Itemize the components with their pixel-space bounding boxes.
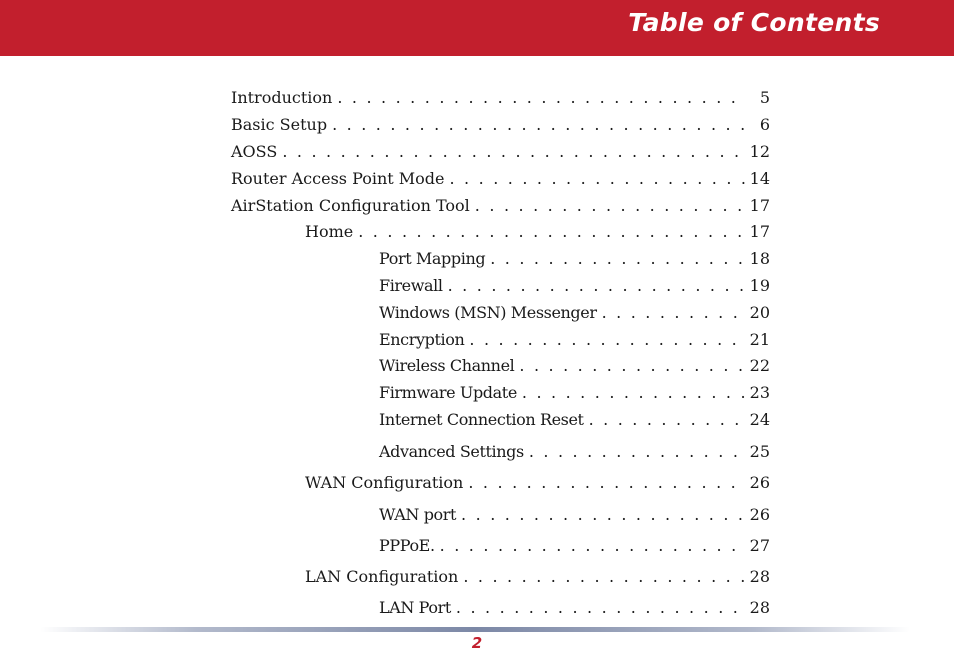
toc-entry-page: 26 <box>749 505 770 524</box>
dot-leader <box>475 196 745 216</box>
toc-entry-label: WAN Configuration <box>305 473 464 492</box>
dot-leader <box>529 442 745 462</box>
toc-entry[interactable] <box>305 567 770 587</box>
page-title: Table of Contents <box>628 8 880 37</box>
toc-entry[interactable] <box>231 169 770 189</box>
toc-entry-label: Windows (MSN) Messenger <box>379 303 597 322</box>
toc-entry-label: Firmware Update <box>379 383 517 402</box>
toc-entry-label: LAN Configuration <box>305 567 459 586</box>
toc-entry-label: Router Access Point Mode <box>231 169 445 188</box>
toc-entry-page: 28 <box>749 598 770 617</box>
toc-entry-page: 27 <box>749 536 770 555</box>
toc-entry-page: 18 <box>749 249 770 268</box>
dot-leader <box>589 410 745 430</box>
page-number: 2 <box>471 634 483 652</box>
dot-leader <box>358 222 745 242</box>
dot-leader <box>456 598 745 618</box>
dot-leader <box>282 142 745 162</box>
toc-entry-page: 23 <box>749 383 770 402</box>
toc-entry-label: WAN port <box>379 505 457 524</box>
toc-entry[interactable] <box>305 473 770 493</box>
toc-entry-label: Encryption <box>379 330 465 349</box>
toc-entry[interactable] <box>379 356 770 376</box>
toc-entry-page: 6 <box>759 115 770 134</box>
toc-entry-label: Basic Setup <box>231 115 328 134</box>
toc-entry-label: LAN Port <box>379 598 451 617</box>
toc-entry-label: Internet Connection Reset <box>379 410 584 429</box>
toc-entry-label: Home <box>305 222 354 241</box>
dot-leader <box>522 383 745 403</box>
toc-entry[interactable] <box>231 196 770 216</box>
dot-leader <box>602 303 745 323</box>
dot-leader <box>448 276 745 296</box>
toc-entry-page: 24 <box>749 410 770 429</box>
toc-entry-page: 28 <box>749 567 770 586</box>
dot-leader <box>449 169 745 189</box>
toc-entry-label: Port Mapping <box>379 249 486 268</box>
toc-entry-page: 14 <box>749 169 770 188</box>
dot-leader <box>490 249 745 269</box>
dot-leader <box>332 115 745 135</box>
toc-entry[interactable] <box>379 383 770 403</box>
toc-entry[interactable] <box>379 536 770 556</box>
dot-leader <box>468 473 745 493</box>
toc-entry[interactable] <box>231 115 770 135</box>
toc-entry-page: 26 <box>749 473 770 492</box>
toc-entry[interactable] <box>379 276 770 296</box>
toc-entry-page: 5 <box>759 88 770 107</box>
dot-leader <box>519 356 745 376</box>
dot-leader <box>337 88 745 108</box>
footer-divider <box>40 627 910 632</box>
dot-leader <box>469 330 745 350</box>
toc-entry-page: 17 <box>749 222 770 241</box>
toc-entry-label: PPPoE. <box>379 536 435 555</box>
toc-entry[interactable] <box>379 249 770 269</box>
toc-entry-page: 25 <box>749 442 770 461</box>
toc-entry[interactable] <box>231 88 770 108</box>
toc-entry-label: Wireless Channel <box>379 356 515 375</box>
toc-entry-label: AirStation Configuration Tool <box>231 196 470 215</box>
toc-entry-label: AOSS <box>231 142 278 161</box>
toc-entry[interactable] <box>379 330 770 350</box>
toc-entry[interactable] <box>379 442 770 462</box>
toc-entry-label: Firewall <box>379 276 443 295</box>
toc-entry-page: 21 <box>749 330 770 349</box>
toc-entry[interactable] <box>231 142 770 162</box>
dot-leader <box>463 567 745 587</box>
toc-entry-page: 20 <box>749 303 770 322</box>
toc-entry-page: 12 <box>749 142 770 161</box>
toc-entry[interactable] <box>305 222 770 242</box>
toc-entry-page: 17 <box>749 196 770 215</box>
toc-entry-label: Advanced Settings <box>379 442 524 461</box>
toc-entry[interactable] <box>379 410 770 430</box>
toc-entry-page: 19 <box>749 276 770 295</box>
toc-entry[interactable] <box>379 505 770 525</box>
toc-entry-page: 22 <box>749 356 770 375</box>
dot-leader <box>461 505 745 525</box>
dot-leader <box>440 536 745 556</box>
toc-entry[interactable] <box>379 303 770 323</box>
toc-entry-label: Introduction <box>231 88 333 107</box>
toc-entry[interactable] <box>379 598 770 618</box>
